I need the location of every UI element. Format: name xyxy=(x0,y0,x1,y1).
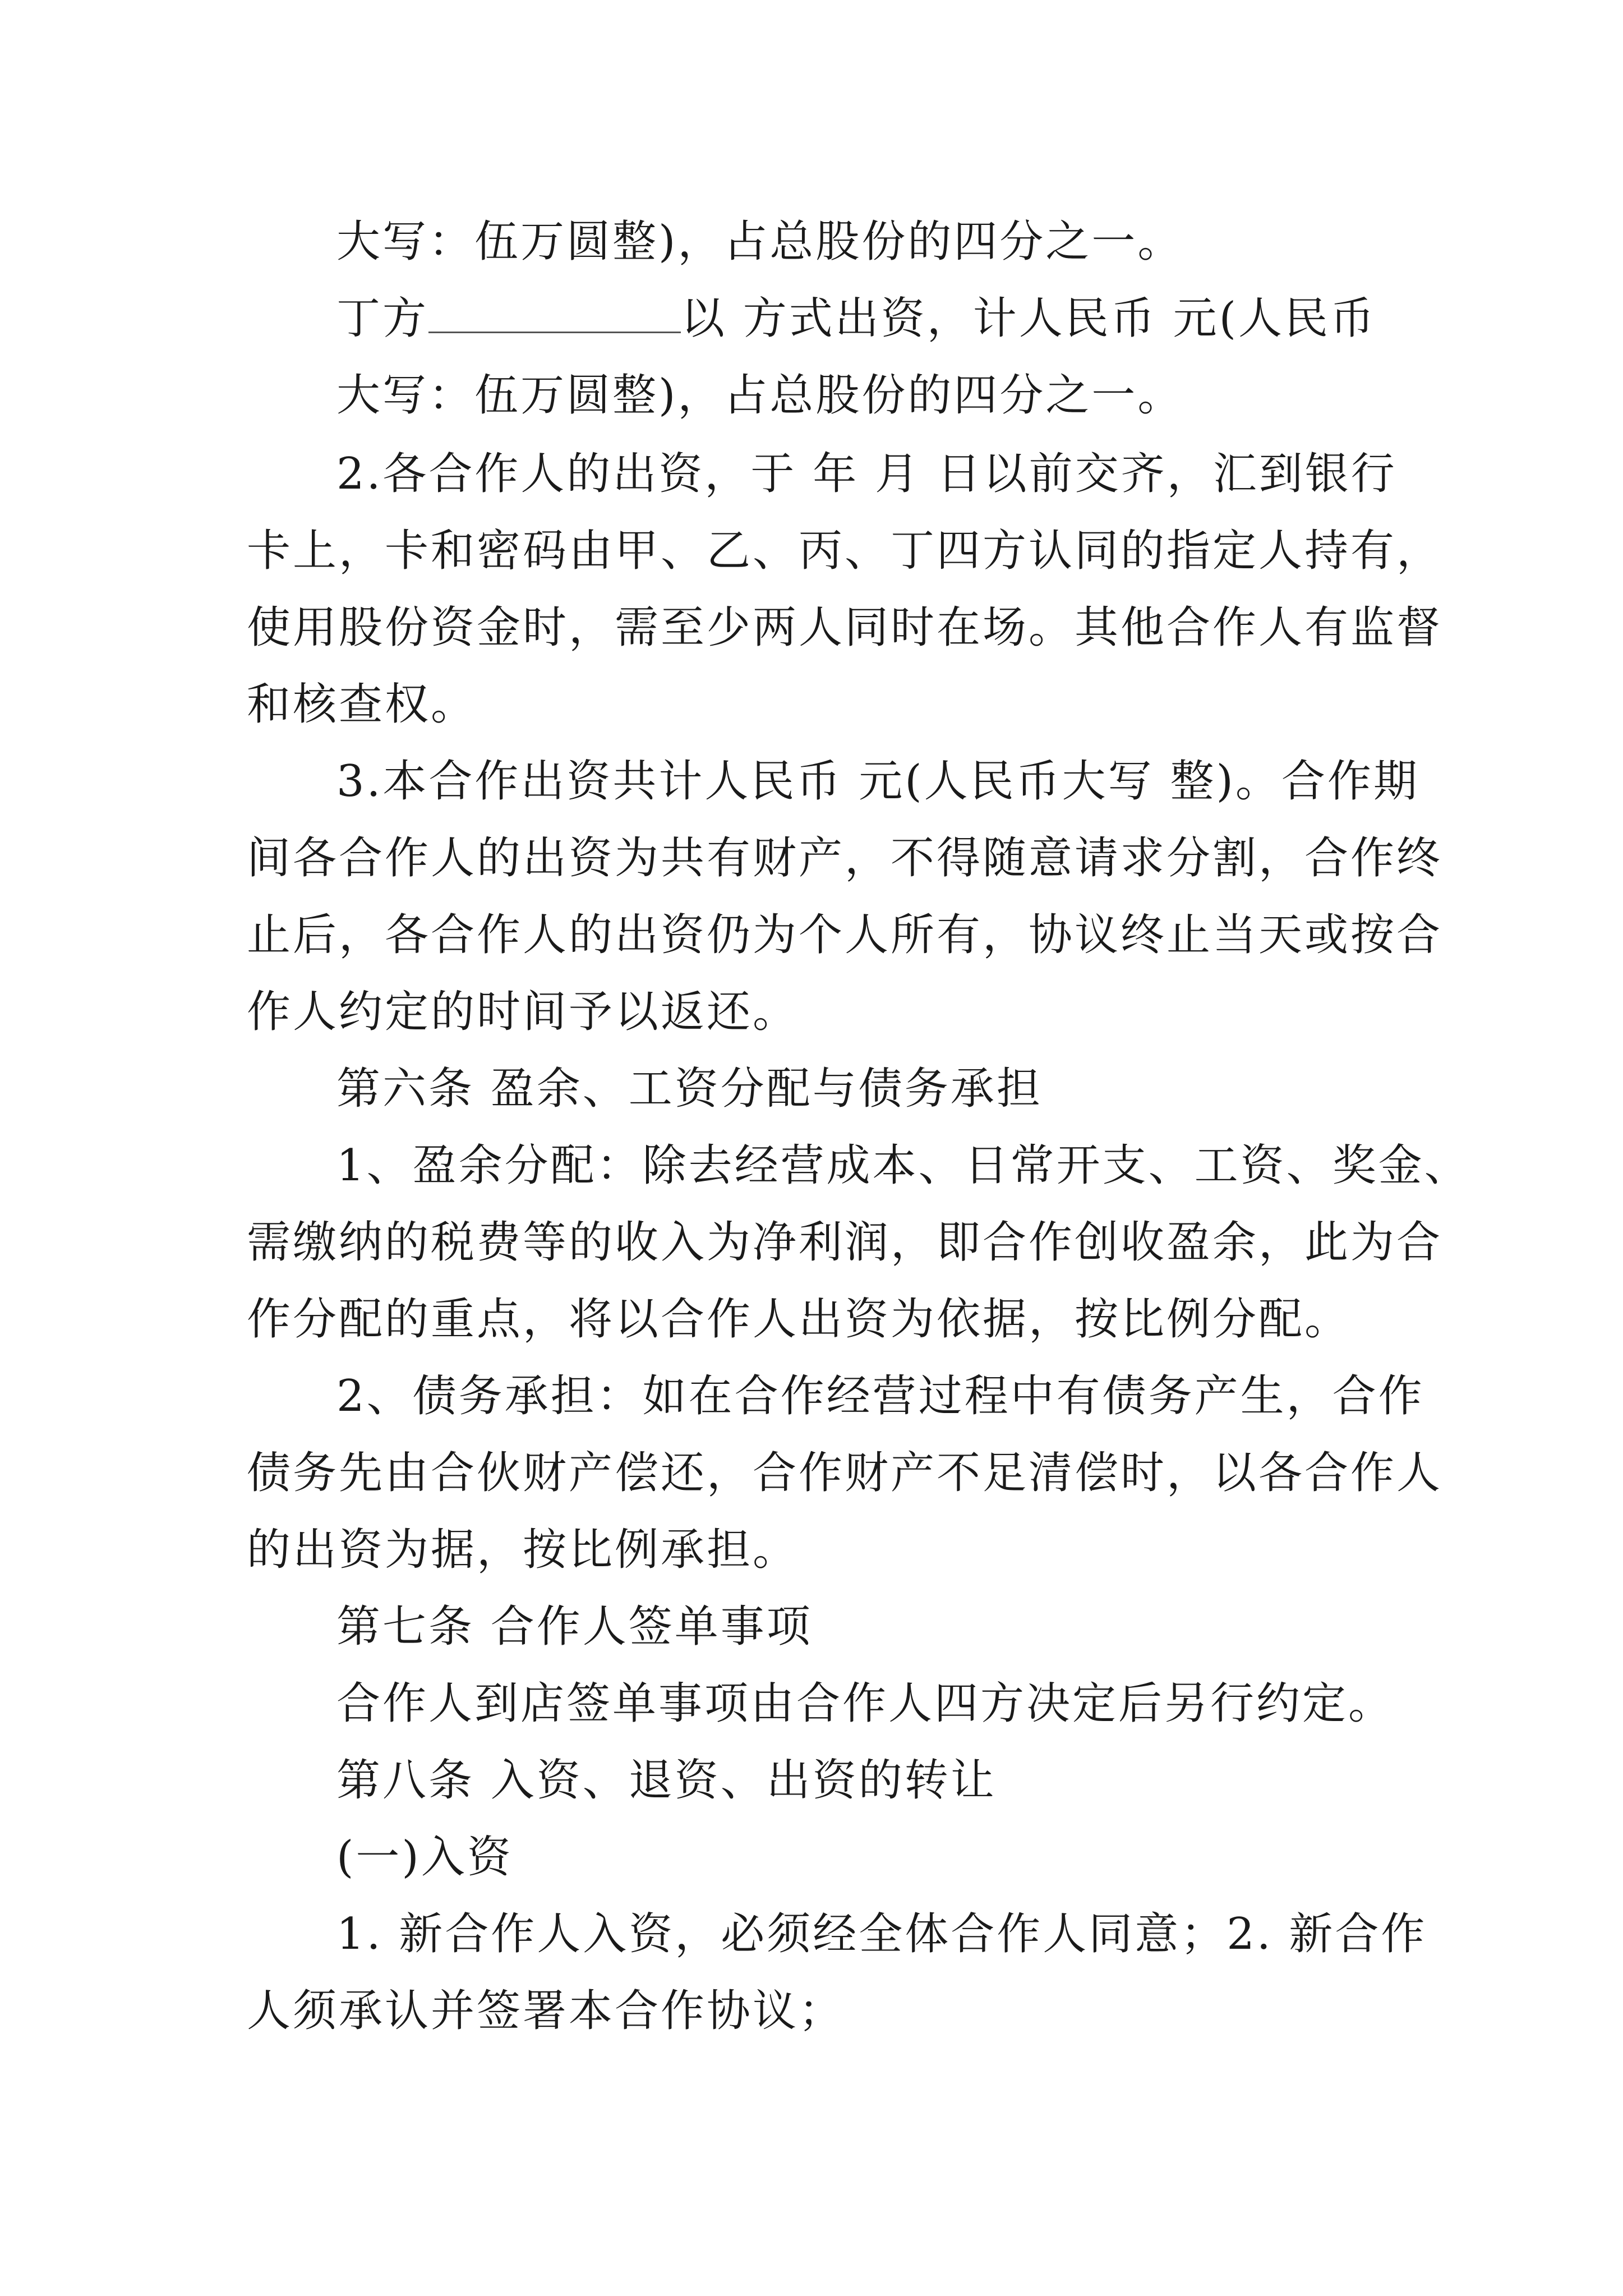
text-line xyxy=(336,292,1376,346)
text-line: 1、盈余分配：除去经营成本、日常开支、工资、奖金、 xyxy=(336,1140,1470,1191)
party-d-label: 丁方 xyxy=(336,293,429,344)
text-line: 人须承认并签署本合作协议； xyxy=(247,1986,845,2036)
text-line: 止后，各合作人的出资仍为个人所有，协议终止当天或按合 xyxy=(247,910,1443,960)
text-line: 间各合作人的出资为共有财产，不得随意请求分割，合作终 xyxy=(247,833,1443,884)
text-line: 使用股份资金时，需至少两人同时在场。其他合作人有监督 xyxy=(247,602,1443,653)
text-line: 卡上，卡和密码由甲、乙、丙、丁四方认同的指定人持有， xyxy=(247,526,1443,576)
text-line: 大写：伍万圆整)，占总股份的四分之一。 xyxy=(336,370,1184,421)
text-line: 需缴纳的税费等的收入为净利润，即合作创收盈余，此为合 xyxy=(247,1217,1443,1268)
party-d-text: 以 方式出资，计人民币 元(人民币 xyxy=(681,293,1377,344)
text-line: 和核查权。 xyxy=(247,679,477,730)
text-line: 作人约定的时间予以返还。 xyxy=(247,987,799,1037)
section-heading: 第八条 入资、退资、出资的转让 xyxy=(336,1755,997,1806)
text-line: 3.本合作出资共计人民币 元(人民币大写 整)。合作期 xyxy=(336,756,1419,807)
section-heading: 第六条 盈余、工资分配与债务承担 xyxy=(336,1064,1043,1114)
text-line: 的出资为据，按比例承担。 xyxy=(247,1525,799,1575)
text-line: 合作人到店签单事项由合作人四方决定后另行约定。 xyxy=(336,1678,1395,1729)
text-line: 作分配的重点，将以合作人出资为依据，按比例分配。 xyxy=(247,1294,1351,1345)
text-line: 大写：伍万圆整)，占总股份的四分之一。 xyxy=(336,217,1184,267)
text-line: 债务先由合伙财产偿还，合作财产不足清偿时，以各合作人 xyxy=(247,1448,1443,1498)
section-heading: 第七条 合作人签单事项 xyxy=(336,1602,813,1652)
text-line: 1. 新合作人入资，必须经全体合作人同意；2. 新合作 xyxy=(336,1909,1427,1959)
subsection-heading: (一)入资 xyxy=(336,1832,513,1883)
blank-fill-line xyxy=(428,292,681,333)
text-line: 2.各合作人的出资，于 年 月 日以前交齐，汇到银行 xyxy=(336,449,1397,499)
text-line: 2、债务承担：如在合作经营过程中有债务产生，合作 xyxy=(336,1371,1424,1421)
